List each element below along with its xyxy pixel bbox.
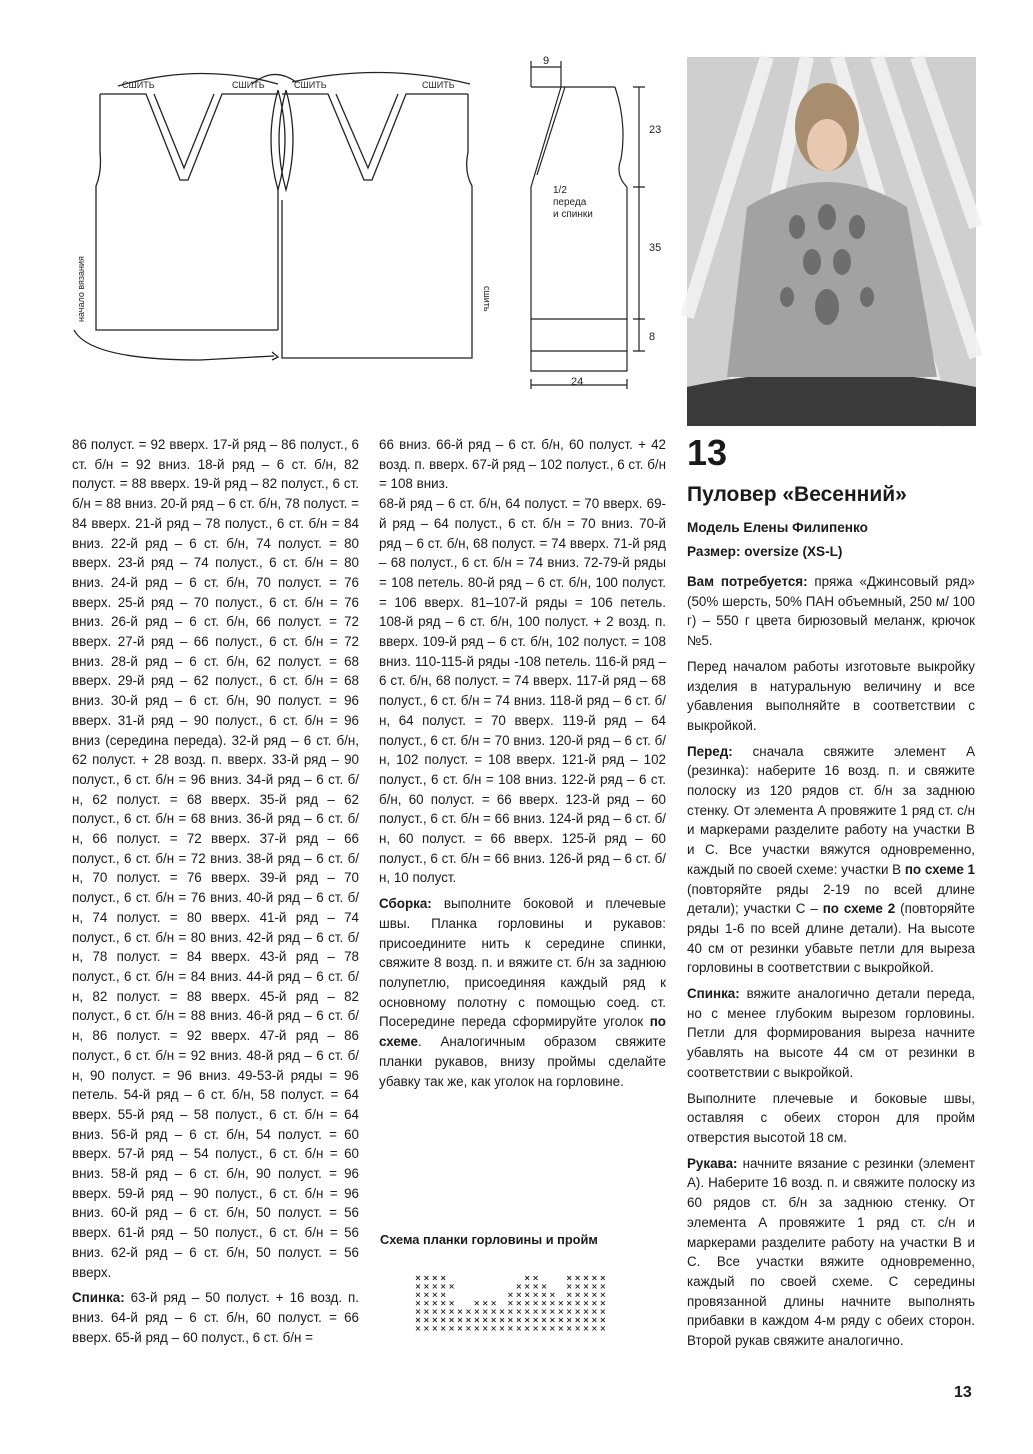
stitch-cross xyxy=(584,1284,588,1288)
stitch-cross xyxy=(416,1318,420,1322)
stitch-cross xyxy=(433,1276,437,1280)
stitch-cross xyxy=(601,1293,605,1297)
article-size: Размер: oversize (XS-L) xyxy=(687,544,843,559)
stitch-cross xyxy=(416,1310,420,1314)
stitch-cross xyxy=(508,1310,512,1314)
stitch-cross xyxy=(458,1310,462,1314)
back-text: вяжите аналогично детали переда, но с менее глубоким вырезом горловины. Петли для формирования выреза начните убавлять на высоте 44 см от резинки в соответствии с выкройкой. xyxy=(687,986,975,1080)
stitch-cross xyxy=(475,1318,479,1322)
stitch-cross xyxy=(466,1310,470,1314)
sew-label-3: СШИТЬ xyxy=(294,80,327,90)
stitch-cross xyxy=(441,1284,445,1288)
stitch-cross xyxy=(525,1284,529,1288)
stitch-cross xyxy=(601,1284,605,1288)
stitch-cross xyxy=(592,1318,596,1322)
stitch-cross xyxy=(508,1326,512,1330)
needs-heading: Вам потребуется: xyxy=(687,574,808,589)
model-photo xyxy=(687,57,976,426)
stitch-cross xyxy=(416,1276,420,1280)
back-label: и спинки xyxy=(553,209,593,220)
stitch-cross xyxy=(567,1318,571,1322)
stitch-cross xyxy=(450,1301,454,1305)
stitch-cross xyxy=(483,1326,487,1330)
back-heading-2: Спинка: xyxy=(687,986,740,1002)
text-column-1 xyxy=(72,435,359,1347)
assembly-text-2: . Аналогичным образом свяжите планки рукавов, внизу проймы сделайте убавку так же, как уголок на горловине. xyxy=(379,1034,666,1089)
page-number: 13 xyxy=(954,1384,972,1401)
stitch-cross xyxy=(567,1276,571,1280)
stitch-cross xyxy=(525,1310,529,1314)
stitch-cross xyxy=(517,1310,521,1314)
stitch-cross xyxy=(424,1276,428,1280)
dim-24-label: 24 xyxy=(571,376,584,388)
stitch-cross xyxy=(424,1310,428,1314)
stitch-cross xyxy=(559,1326,563,1330)
text-column-3 xyxy=(687,572,975,1357)
stitch-cross xyxy=(534,1310,538,1314)
stitch-cross xyxy=(433,1310,437,1314)
stitch-cross xyxy=(508,1301,512,1305)
stitch-cross xyxy=(525,1293,529,1297)
stitch-cross xyxy=(433,1318,437,1322)
stitch-cross xyxy=(592,1293,596,1297)
stitch-cross xyxy=(584,1310,588,1314)
stitch-cross xyxy=(559,1318,563,1322)
stitch-cross xyxy=(601,1301,605,1305)
stitch-cross xyxy=(433,1326,437,1330)
stitch-cross xyxy=(550,1293,554,1297)
stitch-cross xyxy=(601,1310,605,1314)
stitch-cross xyxy=(550,1310,554,1314)
dim-top-label: 9 xyxy=(543,55,550,67)
stitch-cross xyxy=(567,1284,571,1288)
stitch-cross xyxy=(542,1301,546,1305)
front-heading: Перед: xyxy=(687,743,733,759)
stitch-cross xyxy=(601,1276,605,1280)
stitch-cross xyxy=(592,1326,596,1330)
text-column-2 xyxy=(379,435,666,1091)
stitch-cross xyxy=(559,1301,563,1305)
stitch-cross xyxy=(441,1318,445,1322)
stitch-cross xyxy=(525,1318,529,1322)
front-bold-1: по схеме 1 xyxy=(904,861,975,877)
stitch-cross xyxy=(416,1284,420,1288)
stitch-cross xyxy=(441,1301,445,1305)
stitch-cross xyxy=(592,1301,596,1305)
stitch-cross xyxy=(508,1293,512,1297)
stitch-cross xyxy=(492,1310,496,1314)
stitch-cross xyxy=(424,1301,428,1305)
stitch-cross xyxy=(441,1276,445,1280)
stitch-cross xyxy=(576,1301,580,1305)
stitch-cross xyxy=(500,1326,504,1330)
stitch-cross xyxy=(542,1293,546,1297)
stitch-cross xyxy=(450,1284,454,1288)
stitch-cross xyxy=(492,1326,496,1330)
sew-label-1: СШИТЬ xyxy=(122,80,155,90)
stitch-cross xyxy=(500,1310,504,1314)
intro-text: Перед началом работы изготовьте выкройку изделия в натуральную величину и все убавления выполняйте в соответствии с выкройкой. xyxy=(687,658,975,733)
stitch-cross xyxy=(458,1318,462,1322)
stitch-cross xyxy=(542,1318,546,1322)
stitch-cross xyxy=(525,1301,529,1305)
sweater-layout-diagram xyxy=(60,60,490,370)
stitch-cross xyxy=(441,1293,445,1297)
stitch-cross xyxy=(475,1310,479,1314)
stitch-cross xyxy=(576,1318,580,1322)
front-rows-text: 86 полуст. = 92 вверх. 17-й ряд – 86 полуст., 6 ст. б/н = 92 вниз. 18-й ряд – 6 ст. б/н, 82 полуст. = 88 вверх. 19-й ряд – 82 полуст., 6 ст. б/н = 88 вниз. 20-й ряд – 6 ст. б/н, 78 полуст. = 84 вверх. 21-й ряд – 78 полуст., 6 ст. б/н = 84 вниз. 22-й ряд – 6 ст. б/н, 74 полуст. = 80 вверх. 23-й ряд – 74 полуст., 6 ст. б/н = 80 вниз. 24-й ряд – 6 ст. б/н, 70 полуст. = 76 вверх. 25-й ряд – 70 полуст., 6 ст. б/н = 76 вниз. 26-й ряд – 6 ст. б/н, 66 полуст. = 72 вверх. 27-й ряд – 66 полуст., 6 ст. б/н = 72 вниз. 28-й ряд – 6 ст. б/н, 62 полуст. = 68 вверх. 29-й ряд – 62 полуст., 6 ст. б/н = 68 вниз. 30-й ряд – 6 ст. б/н, 90 полуст. = 96 вверх. 31-й ряд – 90 полуст., 6 ст. б/н = 96 вниз (середина переда). 32-й ряд – 6 ст. б/н, 62 полуст. + 28 возд. п. вверх. 33-й ряд – 90 полуст., 6 ст. б/н = 96 вниз. 34-й ряд – 6 ст. б/н, 62 полуст. = 68 вверх. 35-й ряд – 62 полуст., 6 ст. б/н = 68 вниз. 36-й ряд – 6 ст. б/н, 66 полуст. = 72 вверх. 37-й ряд – 66 полуст., 6 ст. б/н = 72 вниз. 38-й ряд – 6 ст. б/н, 70 полуст. = 76 вверх. 39-й ряд – 70 полуст., 6 ст. б/н = 76 вниз. 40-й ряд – 6 ст. б/н, 74 полуст. = 80 вверх. 41-й ряд – 74 полуст., 6 ст. б/н = 80 вниз. 42-й ряд – 6 ст. б/н, 78 полуст. = 84 вверх. 43-й ряд – 78 полуст., 6 ст. б/н = 84 вниз. 44-й ряд – 6 ст. б/н, 82 полуст. = 88 вверх. 45-й ряд – 82 полуст., 6 ст. б/н = 88 вниз. 46-й ряд – 6 ст. б/н, 86 полуст. = 92 вверх. 47-й ряд – 86 полуст., 6 ст. б/н = 92 вниз. 48-й ряд – 6 ст. б/н, 90 полуст. = 96 вниз. 49-53-й ряды = 96 петель. 54-й ряд – 6 ст. б/н, 58 полуст. = 64 вверх. 55-й ряд – 58 полуст., 6 ст. б/н = 64 вниз. 56-й ряд – 6 ст. б/н, 54 полуст. = 60 вверх. 57-й ряд – 54 полуст., 6 ст. б/н = 60 вниз. 58-й ряд – 6 ст. б/н, 90 полуст. = 96 вверх. 59-й ряд – 90 полуст., 6 ст. б/н = 96 вниз. 60-й ряд – 6 ст. б/н, 50 полуст. = 56 вверх. 61-й ряд – 50 полуст., 6 ст. б/н = 56 вниз. 62-й ряд – 6 ст. б/н, 50 полуст. = 56 вверх. xyxy=(72,437,359,1280)
assembly-text-1: выполните боковой и плечевые швы. Планка горловины и рукавов: присоедините нить к середине спинки, свяжите 8 возд. п. и вяжите ст. б/н за заднюю полупетлю, присоединяя каждый ряд к основному полотну с помощью соед. ст. Посередине переда сформируйте уголок xyxy=(379,896,666,1030)
dim-35-label: 35 xyxy=(649,242,662,254)
stitch-cross xyxy=(592,1310,596,1314)
stitch-cross xyxy=(433,1301,437,1305)
start-label: начало вязания xyxy=(76,256,86,322)
stitch-cross xyxy=(517,1293,521,1297)
stitch-cross xyxy=(542,1310,546,1314)
stitch-cross xyxy=(450,1318,454,1322)
stitch-cross xyxy=(584,1276,588,1280)
stitch-cross xyxy=(416,1293,420,1297)
pattern-dimension-diagram xyxy=(515,55,675,390)
stitch-cross xyxy=(517,1318,521,1322)
back-rows-cont-2: 68-й ряд – 6 ст. б/н, 64 полуст. = 70 вверх. 69-й ряд – 64 полуст., 6 ст. б/н = 70 вниз. 70-й ряд – 6 ст. б/н, 68 полуст. = 74 вверх. 71-й ряд – 68 полуст., 6 ст. б/н = 74 вниз. 72-79-й ряды = 108 петель. 80-й ряд – 6 ст. б/н, 100 полуст. = 106 вверх. 81–107-й ряды = 106 петель. 108-й ряд – 6 ст. б/н, 100 полуст. + 2 возд. п. вверх. 109-й ряд – 6 ст. б/н, 102 полуст. = 108 вниз. 110-115-й ряды -108 петель. 116-й ряд – 6 ст. б/н, 68 полуст. = 74 вверх. 117-й ряд – 68 полуст., 6 ст. б/н = 74 вниз. 118-й ряд – 6 ст. б/н, 64 полуст. = 70 вверх. 119-й ряд – 64 полуст., 6 ст. б/н = 70 вниз. 120-й ряд – 6 ст. б/н, 102 полуст. = 108 вверх. 121-й ряд – 102 полуст., 6 ст. б/н = 108 вниз. 122-й ряд – 6 ст. б/н, 60 полуст. = 66 вверх. 123-й ряд – 60 полуст., 6 ст. б/н = 66 вниз. 124-й ряд – 6 ст. б/н, 60 полуст. = 66 вверх. 125-й ряд – 60 полуст., 6 ст. б/н = 66 вниз. 126-й ряд – 6 ст. б/н, 10 полуст. xyxy=(379,496,666,886)
schema-title: Схема планки горловины и пройм xyxy=(380,1232,598,1247)
article-author: Модель Елены Филипенко xyxy=(687,520,868,535)
stitch-cross xyxy=(576,1310,580,1314)
stitch-cross xyxy=(466,1326,470,1330)
stitch-cross xyxy=(475,1301,479,1305)
stitch-cross xyxy=(525,1326,529,1330)
stitch-cross xyxy=(492,1301,496,1305)
back-rows-text: 63-й ряд – 50 полуст. + 16 возд. п. вниз. 64-й ряд – 6 ст. б/н, 60 полуст. = 66 вверх. 65-й ряд – 60 полуст., 6 ст. б/н = xyxy=(72,1290,359,1345)
stitch-cross xyxy=(542,1284,546,1288)
stitch-cross xyxy=(433,1293,437,1297)
stitch-cross xyxy=(525,1276,529,1280)
stitch-cross xyxy=(550,1301,554,1305)
half-label: 1/2 xyxy=(553,185,567,196)
assembly-heading: Сборка: xyxy=(379,896,432,912)
sew-label-4: СШИТЬ xyxy=(422,80,455,90)
sleeves-text: начните вязание с резинки (элемент А). Наберите 16 возд. п. и свяжите полоску из 60 рядов ст. б/н за заднюю стенку. От элемента А провяжите 1 ряд ст. с/н и маркерами разделите работу на участки В и С. Все участки вяжите одновременно, каждый по своей схеме. С середины провязанной длины начните выполнять прибавки в каждом 4-м ряду с обеих сторон. Второй рукав свяжите аналогично. xyxy=(687,1155,975,1349)
stitch-cross xyxy=(584,1318,588,1322)
dim-23-label: 23 xyxy=(649,124,662,136)
stitch-cross xyxy=(576,1293,580,1297)
dim-8-label: 8 xyxy=(649,331,656,343)
stitch-cross xyxy=(592,1284,596,1288)
article-number: 13 xyxy=(687,432,728,473)
front-text-3: (повторяйте ряды 1-6 по всей длине детали). На высоте 40 см от резинки убавьте петли для выреза горловины в соответствии с выкройкой. xyxy=(687,901,975,976)
stitch-cross xyxy=(601,1318,605,1322)
stitch-cross xyxy=(483,1301,487,1305)
stitch-cross xyxy=(567,1310,571,1314)
stitch-cross xyxy=(584,1301,588,1305)
stitch-cross xyxy=(424,1318,428,1322)
stitch-cross xyxy=(601,1326,605,1330)
sleeves-heading: Рукава: xyxy=(687,1155,738,1171)
stitch-cross xyxy=(508,1318,512,1322)
front-label: переда xyxy=(553,197,587,208)
needs-text: пряжа «Джинсовый ряд» (50% шерсть, 50% ПАН объемный, 250 м/ 100 г) – 550 г цвета бирюзовый меланж, крючок №5. xyxy=(687,574,975,649)
stitch-cross xyxy=(450,1326,454,1330)
back-rows-cont-1: 66 вниз. 66-й ряд – 6 ст. б/н, 60 полуст. + 42 возд. п. вверх. 67-й ряд – 102 полуст., 6 ст. б/н = 108 вниз. xyxy=(379,437,666,492)
stitch-cross xyxy=(567,1326,571,1330)
stitch-cross xyxy=(534,1276,538,1280)
stitch-cross xyxy=(584,1293,588,1297)
back-heading: Спинка: xyxy=(72,1290,125,1306)
stitch-cross xyxy=(567,1301,571,1305)
stitch-cross xyxy=(576,1276,580,1280)
stitch-cross xyxy=(542,1326,546,1330)
stitch-cross xyxy=(483,1310,487,1314)
stitch-cross xyxy=(592,1276,596,1280)
stitch-cross xyxy=(492,1318,496,1322)
stitch-cross xyxy=(567,1293,571,1297)
stitch-cross xyxy=(534,1293,538,1297)
article-title: Пуловер «Весенний» xyxy=(687,483,907,506)
stitch-cross xyxy=(441,1326,445,1330)
stitch-cross xyxy=(424,1326,428,1330)
stitch-cross xyxy=(483,1318,487,1322)
stitch-cross xyxy=(534,1318,538,1322)
stitch-cross xyxy=(550,1326,554,1330)
stitch-cross xyxy=(550,1318,554,1322)
stitch-cross xyxy=(534,1326,538,1330)
stitch-cross xyxy=(441,1310,445,1314)
stitch-cross xyxy=(433,1284,437,1288)
stitch-cross xyxy=(416,1301,420,1305)
stitch-chart xyxy=(412,1272,617,1352)
stitch-cross xyxy=(517,1284,521,1288)
stitch-cross xyxy=(466,1318,470,1322)
stitch-cross xyxy=(475,1326,479,1330)
seams-text: Выполните плечевые и боковые швы, оставляя с обеих сторон для пройм отверстия высотой 18 см. xyxy=(687,1090,975,1145)
stitch-cross xyxy=(576,1326,580,1330)
stitch-cross xyxy=(500,1318,504,1322)
stitch-cross xyxy=(424,1293,428,1297)
sew-label-2: СШИТЬ xyxy=(232,80,265,90)
front-text-2: (повторяйте ряды 2-19 по всей длине детали); участки С – xyxy=(687,881,975,917)
stitch-cross xyxy=(517,1326,521,1330)
stitch-cross xyxy=(534,1301,538,1305)
stitch-cross xyxy=(576,1284,580,1288)
stitch-cross xyxy=(517,1301,521,1305)
stitch-cross xyxy=(416,1326,420,1330)
assembly-bold: по схеме xyxy=(379,1014,666,1050)
side-sew-label: сшить xyxy=(482,286,492,312)
stitch-cross xyxy=(534,1284,538,1288)
stitch-cross xyxy=(424,1284,428,1288)
stitch-cross xyxy=(450,1310,454,1314)
front-text-1: сначала свяжите элемент А (резинка): наберите 16 возд. п. и свяжите полоску из 120 рядов ст. б/н за заднюю стенку. От элемента А провяжите 1 ряд ст. с/н и маркерами разделите работу на участки В и С. Все участки вяжутся одновременно, каждый по своей схеме: участки В xyxy=(687,743,975,877)
stitch-cross xyxy=(584,1326,588,1330)
stitch-cross xyxy=(559,1310,563,1314)
stitch-cross xyxy=(458,1326,462,1330)
front-bold-2: по схеме 2 xyxy=(822,901,896,917)
